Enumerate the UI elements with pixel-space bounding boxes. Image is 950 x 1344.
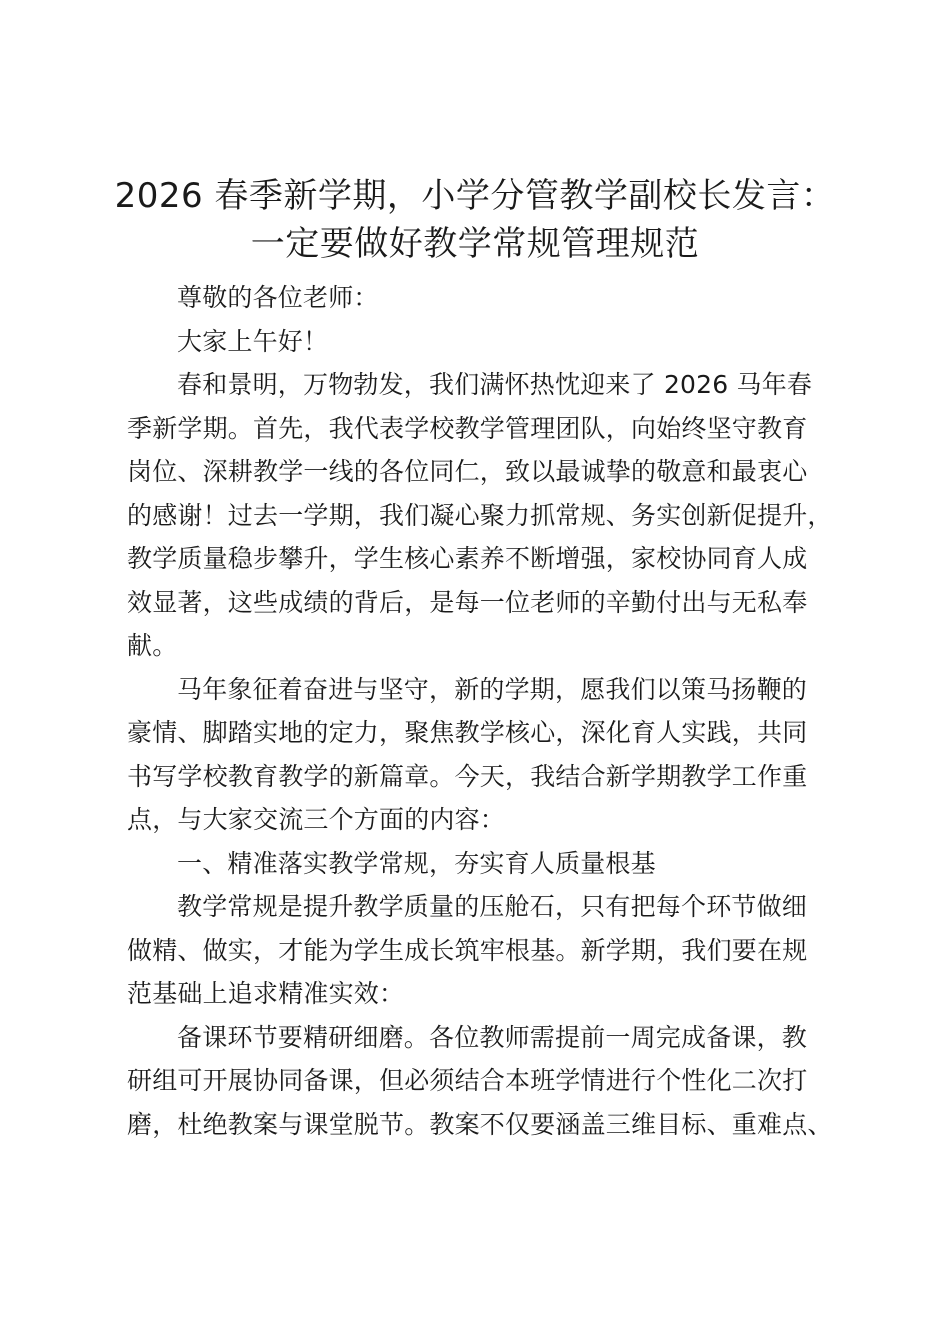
paragraph-1-line: 献。 xyxy=(127,631,178,660)
greeting: 大家上午好！ xyxy=(177,326,329,356)
paragraph-1-line: 岗位、深耕教学一线的各位同仁，致以最诚挚的敬意和最衷心 xyxy=(127,457,808,486)
paragraph-1-line: 季新学期。首先，我代表学校教学管理团队，向始终坚守教育 xyxy=(127,413,808,443)
paragraph-2-line: 书写学校教育教学的新篇章。今天，我结合新学期教学工作重 xyxy=(127,761,808,791)
document-title xyxy=(100,172,850,268)
paragraph-3-line: 范基础上追求精准实效： xyxy=(127,979,405,1008)
salutation: 尊敬的各位老师： xyxy=(177,283,379,312)
paragraph-3-line: 教学常规是提升教学质量的压舱石，只有把每个环节做细 xyxy=(177,892,808,921)
document-body xyxy=(127,276,847,1146)
paragraph-4-line: 磨，杜绝教案与课堂脱节。教案不仅要涵盖三维目标、重难点、 xyxy=(127,1109,833,1139)
title-line-2: 一定要做好教学常规管理规范 xyxy=(250,224,700,264)
paragraph-1-line: 教学质量稳步攀升，学生核心素养不断增强，家校协同育人成 xyxy=(127,544,808,573)
paragraph-2-line: 豪情、脚踏实地的定力，聚焦教学核心，深化育人实践，共同 xyxy=(127,718,808,747)
paragraph-4-line: 研组可开展协同备课，但必须结合本班学情进行个性化二次打 xyxy=(127,1066,808,1095)
section-heading-1: 一、精准落实教学常规，夯实育人质量根基 xyxy=(177,848,656,878)
paragraph-2-line: 马年象征着奋进与坚守，新的学期，愿我们以策马扬鞭的 xyxy=(177,674,808,704)
paragraph-1-line: 的感谢！过去一学期，我们凝心聚力抓常规、务实创新促提升， xyxy=(127,500,833,530)
paragraph-3-line: 做精、做实，才能为学生成长筑牢根基。新学期，我们要在规 xyxy=(127,935,808,965)
paragraph-1-line: 效显著，这些成绩的背后，是每一位老师的辛勤付出与无私奉 xyxy=(127,587,808,617)
paragraph-1-line: 春和景明，万物勃发，我们满怀热忱迎来了 2026 马年春 xyxy=(177,370,813,399)
title-line-1: 2026 春季新学期，小学分管教学副校长发言： xyxy=(114,176,836,216)
paragraph-4-line: 备课环节要精研细磨。各位教师需提前一周完成备课，教 xyxy=(177,1022,808,1052)
paragraph-2-line: 点，与大家交流三个方面的内容： xyxy=(127,805,506,834)
